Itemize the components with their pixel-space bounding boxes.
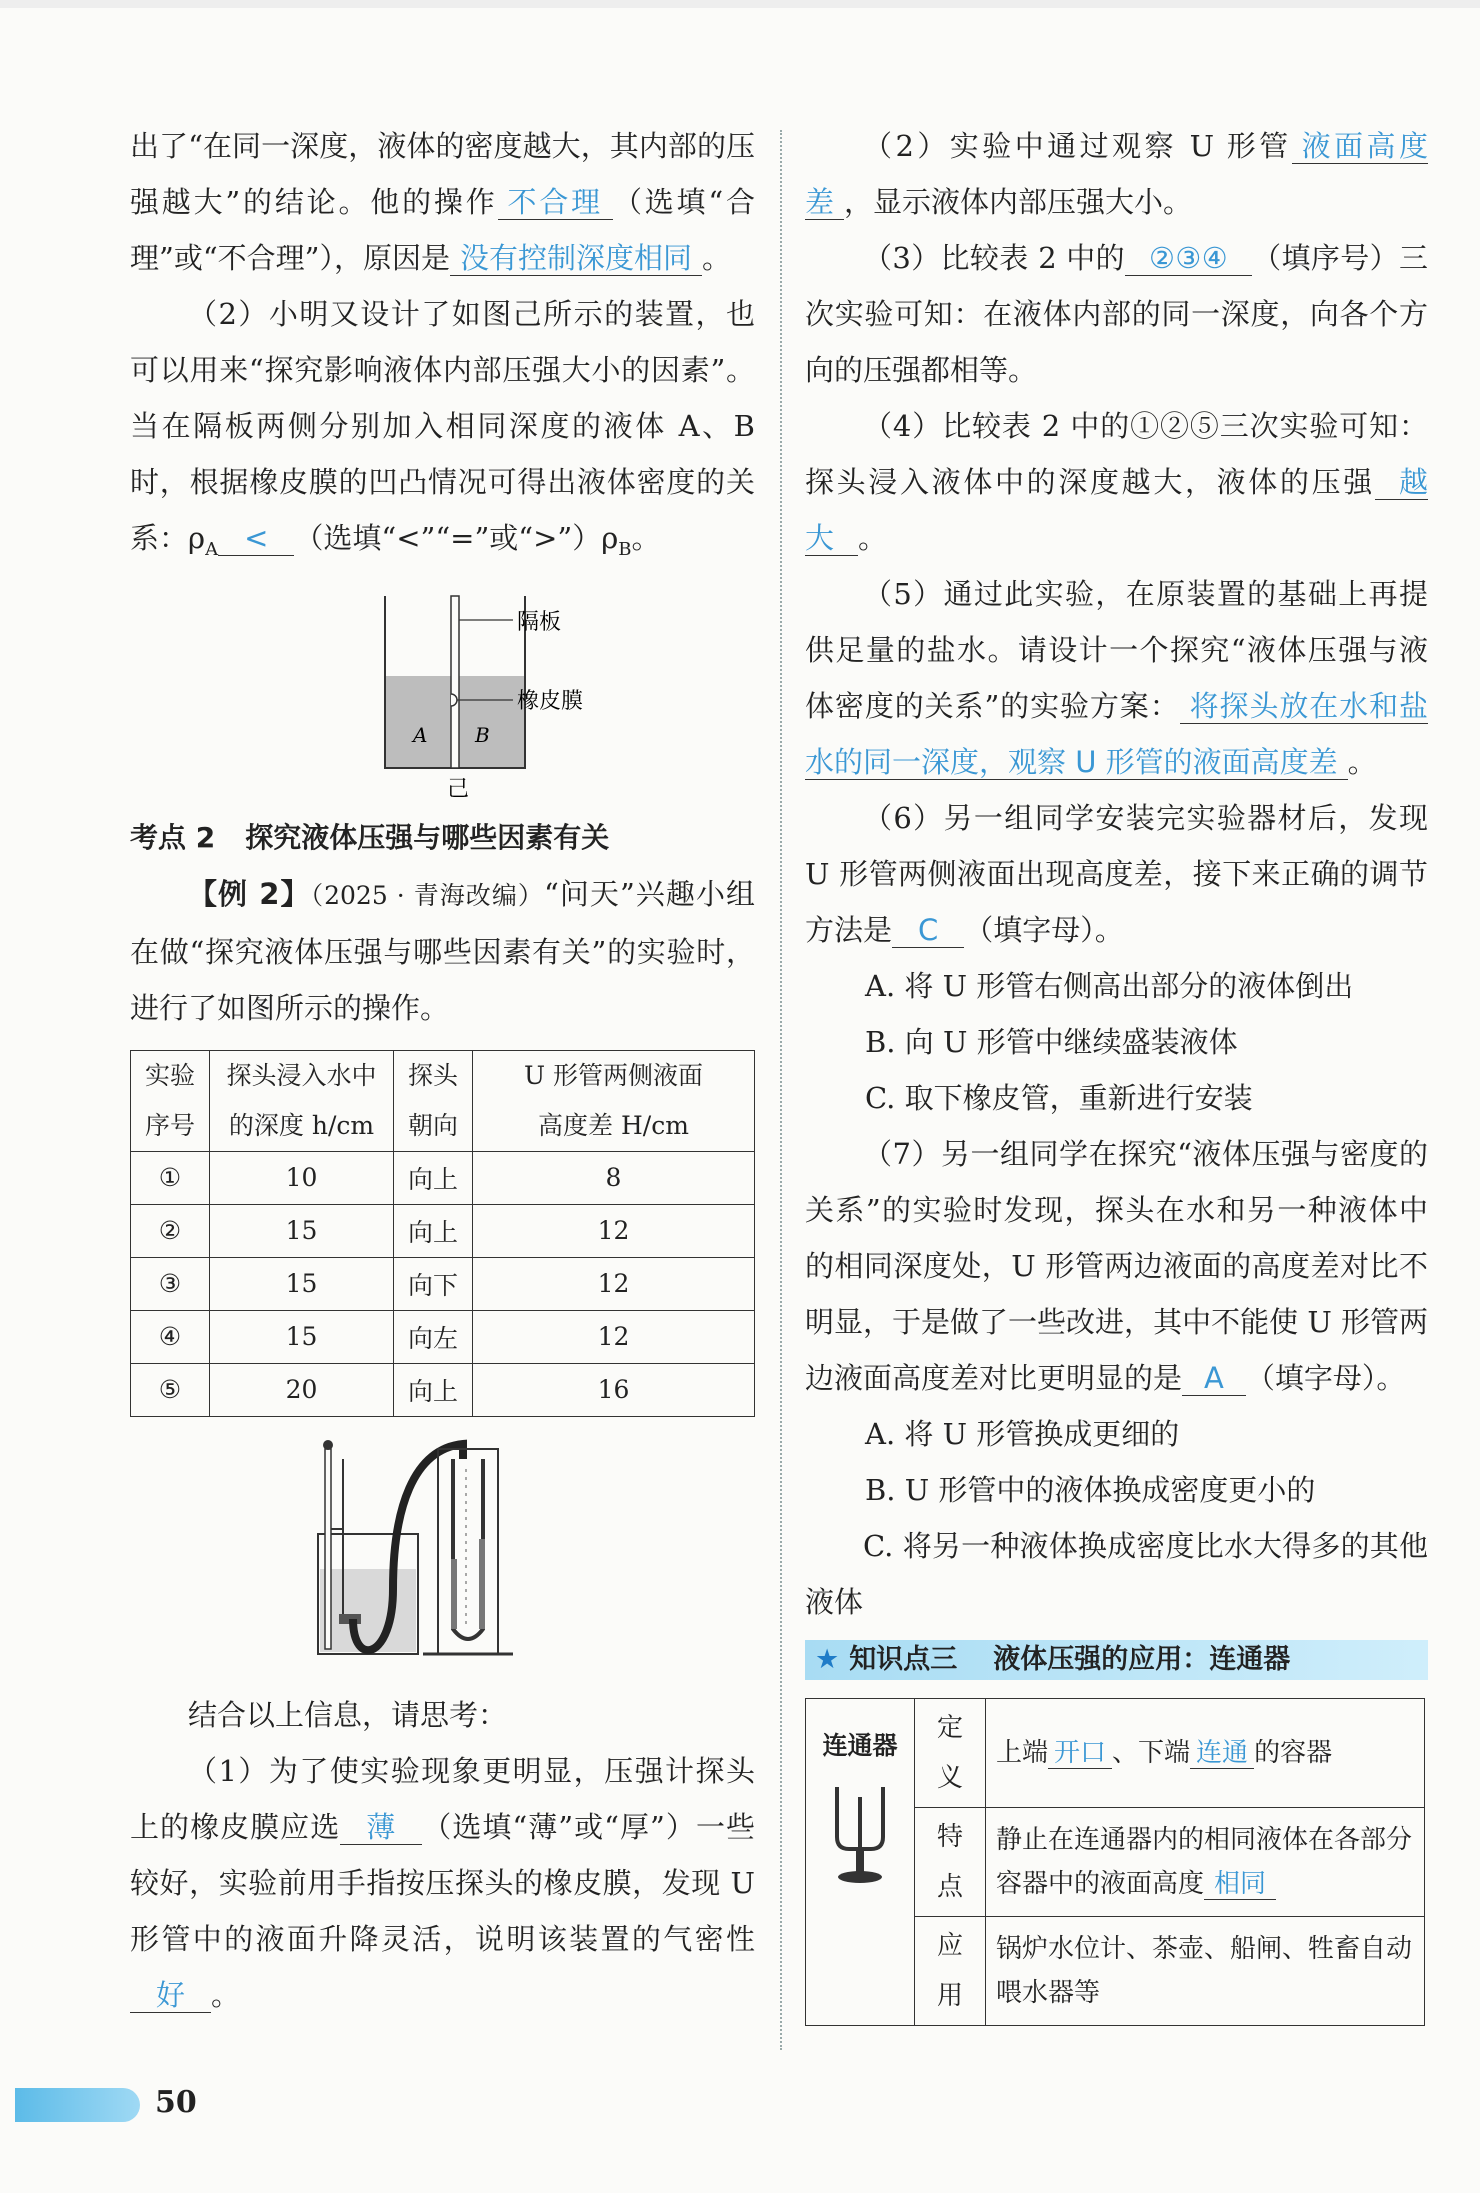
option-b: B. U 形管中的液体换成密度更小的 [865,1473,1316,1507]
question-5: （5）通过此实验，在原装置的基础上再提供足量的盐水。请设计一个探究“液体压强与液体密度的关系”的实验方案： 将探头放在水和盐水的同一深度，观察 U 形管的液面高度差 。 [805,577,1428,779]
option-c: C. 将另一种液体换成密度比水大得多的其他液体 [805,1529,1428,1619]
answer-blank: 越大 [805,465,1428,555]
label-partition: 隔板 [516,609,561,635]
knowledge-point-banner: ★ 知识点三 液体压强的应用：连通器 [805,1640,1428,1680]
page-edge [0,0,1480,8]
table-row: ③ 15 向下 12 [131,1257,755,1310]
question-2: （2）实验中通过观察 U 形管 液面高度差 ，显示液体内部压强大小。 [805,129,1428,219]
paragraph-2: （2）小明又设计了如图己所示的装置，也可以用来“探究影响液体内部压强大小的因素”。当在隔板两侧分别加入相同深度的液体 A、B 时，根据橡皮膜的凹凸情况可得出液体密度的关系：$\rho_A$ < （选填“<”“=”或“$>”)\rho_B$。 [130,297,755,560]
table-row: 连通器 定义 上端 开口 、下端 连通 的容器 [806,1699,1425,1808]
option-c: C. 取下橡皮管，重新进行安装 [865,1081,1253,1115]
option-a: A. 将 U 形管右侧高出部分的液体倒出 [865,969,1354,1003]
paragraph-1: 出了“在同一深度，液体的密度越大，其内部的压强越大”的结论。他的操作 不合理 （选填“合理”或“不合理”），原因是 没有控制深度相同 。 [130,129,755,275]
answer-blank: 连通 [1190,1738,1254,1769]
option-b: B. 向 U 形管中继续盛装液体 [865,1025,1238,1059]
question-6: （6）另一组同学安装完实验器材后，发现 U 形管两侧液面出现高度差，接下来正确的调节方法是 C （填字母）。 [805,801,1428,947]
label-liquid-a: A [412,722,427,747]
vessel-label: 连通器 [822,1731,898,1760]
star-icon: ★ [815,1644,840,1675]
example-2: 【例 2】（2025 · 青海改编）“问天”兴趣小组在做“探究液体压强与哪些因素有关”的实验时，进行了如图所示的操作。 [130,876,756,1025]
answer-blank: ②③④ [1125,241,1252,276]
answer-blank: A [1182,1361,1246,1396]
table-row: 特点 静止在连通器内的相同液体在各部分容器中的液面高度 相同 [806,1808,1425,1917]
answer-blank: 开口 [1048,1738,1112,1769]
question-4: （4）比较表 2 中的①②⑤三次实验可知：探头浸入液体中的深度越大，液体的压强 越大 。 [805,409,1428,555]
page-number-bar [15,2088,140,2122]
answer-blank: 薄 [340,1810,422,1845]
answer-blank: 没有控制深度相同 [450,241,702,276]
pressure-gauge-figure [313,1429,573,1679]
answer-blank: 相同 [1204,1869,1276,1900]
answer-blank: 将探头放在水和盐水的同一深度，观察 U 形管的液面高度差 [805,689,1428,779]
page-number: 50 [155,2085,197,2120]
option-a: A. 将 U 形管换成更细的 [865,1417,1180,1451]
label-liquid-b: B [474,722,490,747]
answer-blank: 不合理 [498,185,613,220]
u-tube-manometer-diagram [313,1429,573,1679]
left-column [130,118,755,2023]
table-row: 应用 锅炉水位计、茶壶、船闸、牲畜自动喂水器等 [806,1917,1425,2026]
column-divider [780,130,782,2050]
answer-blank: 好 [130,1978,211,2013]
answer-blank: < [218,521,294,556]
section-heading: 考点 2 探究液体压强与哪些因素有关 [130,820,610,854]
table-header-row: 实验 序号 探头浸入水中 的深度 h/cm 探头 朝向 U 形管两侧液面 高度差 H/cm [131,1050,755,1151]
question-7: （7）另一组同学在探究“液体压强与密度的关系”的实验时发现，探头在水和另一种液体中的相同深度处，U 形管两边液面的高度差对比不明显，于是做了一些改进，其中不能使 U 形管两边液面高度差对比更明显的是 A （填字母）。 [805,1137,1428,1395]
connected-vessel-icon [825,1777,895,1887]
example-tag: 【例 2】 [188,876,311,911]
table-row: ① 10 向上 8 [131,1151,755,1204]
connected-vessel-table [805,1698,1425,2026]
figure-caption: 己 [446,776,469,802]
label-membrane: 橡皮膜 [516,688,583,714]
table-row: ② 15 向上 12 [131,1204,755,1257]
think-prompt: 结合以上信息，请思考： [188,1697,508,1732]
answer-blank: C [892,913,964,948]
answer-blank: 液面高度差 [805,129,1428,219]
table-row: ④ 15 向左 12 [131,1310,755,1363]
figure-ji [303,584,583,804]
right-column [805,118,1428,2026]
experiment-table [130,1050,755,1417]
question-1: （1）为了使实验现象更明显，压强计探头上的橡皮膜应选 薄 （选填“薄”或“厚”）一些较好，实验前用手指按压探头的橡皮膜，发现 U 形管中的液面升降灵活，说明该装置的气密性好 。 [130,1753,755,2012]
table-row: ⑤ 20 向上 16 [131,1363,755,1416]
partition-container-diagram [303,584,583,804]
question-3: （3）比较表 2 中的 ②③④ （填序号）三次实验可知：在液体内部的同一深度，向各个方向的压强都相等。 [805,241,1428,387]
